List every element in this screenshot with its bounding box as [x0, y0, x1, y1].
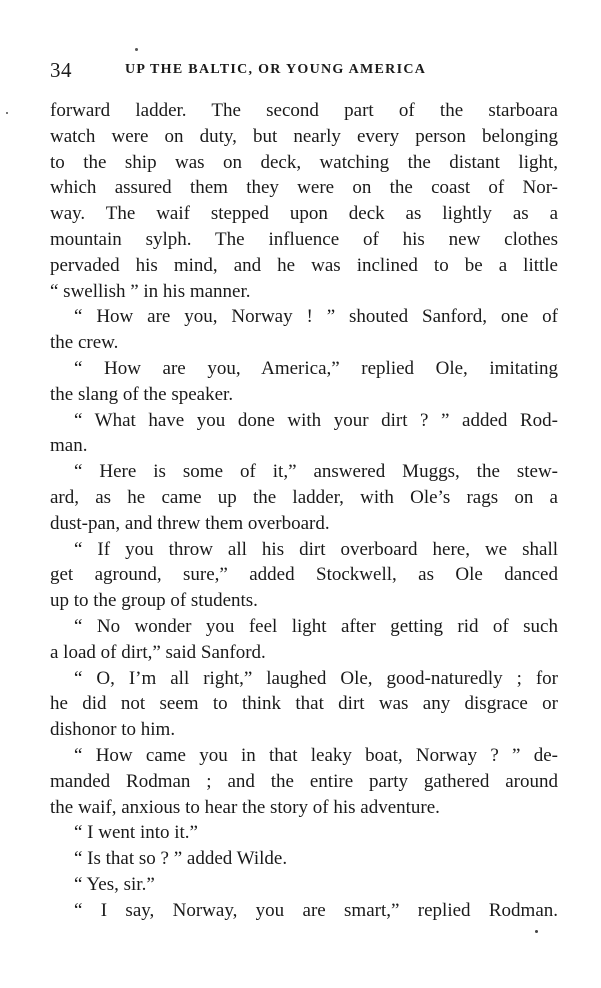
text-line: he did not seem to think that dirt was any disgrace or [50, 693, 558, 715]
body-text [50, 98, 558, 924]
text-line: “ Is that so ? ” added Wilde. [74, 848, 288, 870]
text-line: the waif, anxious to hear the story of his adventure. [50, 796, 440, 818]
text-line: “ I went into it.” [74, 822, 198, 844]
text-line: “ Yes, sir.” [74, 873, 155, 895]
text-line: “ Here is some of it,” answered Muggs, the stew- [74, 461, 558, 483]
text-line: a load of dirt,” said Sanford. [50, 641, 266, 663]
text-line: ard, as he came up the ladder, with Ole’s rags on a [50, 486, 558, 508]
text-line: way. The waif stepped upon deck as lightly as a [50, 203, 558, 225]
print-speck [6, 112, 8, 114]
page-number: 34 [50, 58, 72, 82]
text-line: “ How are you, Norway ! ” shouted Sanford, one of [74, 306, 558, 328]
print-speck [135, 48, 138, 51]
text-line: pervaded his mind, and he was inclined to be a little [50, 254, 558, 276]
text-line: “ How are you, America,” replied Ole, imitating [74, 357, 558, 379]
text-line: get aground, sure,” added Stockwell, as Ole danced [50, 564, 558, 586]
text-line: dishonor to him. [50, 719, 176, 741]
text-line: to the ship was on deck, watching the distant light, [50, 151, 558, 173]
text-line: “ I say, Norway, you are smart,” replied Rodman. [74, 899, 558, 921]
page-header [50, 58, 560, 82]
text-line: up to the group of students. [50, 590, 258, 612]
text-line: “ How came you in that leaky boat, Norway ? ” de- [74, 744, 558, 766]
text-line: the slang of the speaker. [50, 383, 234, 405]
text-line: which assured them they were on the coast of Nor- [50, 177, 558, 199]
print-speck [535, 930, 538, 933]
text-line: forward ladder. The second part of the starboara [50, 100, 558, 121]
text-line: mountain sylph. The influence of his new clothes [50, 228, 558, 250]
text-line: “ What have you done with your dirt ? ” added Rod- [74, 409, 558, 431]
text-line: watch were on duty, but nearly every person belonging [50, 125, 558, 147]
text-line: the crew. [50, 332, 119, 354]
text-line: dust-pan, and threw them overboard. [50, 512, 330, 534]
text-line: man. [50, 435, 88, 457]
text-line: manded Rodman ; and the entire party gathered around [50, 770, 558, 792]
text-line: “ O, I’m all right,” laughed Ole, good-naturedly ; for [74, 667, 558, 689]
running-head: UP THE BALTIC, OR YOUNG AMERICA [125, 62, 427, 77]
text-line: “ No wonder you feel light after getting rid of such [74, 615, 558, 637]
text-line: “ swellish ” in his manner. [50, 280, 251, 302]
text-line: “ If you throw all his dirt overboard here, we shall [74, 538, 558, 560]
